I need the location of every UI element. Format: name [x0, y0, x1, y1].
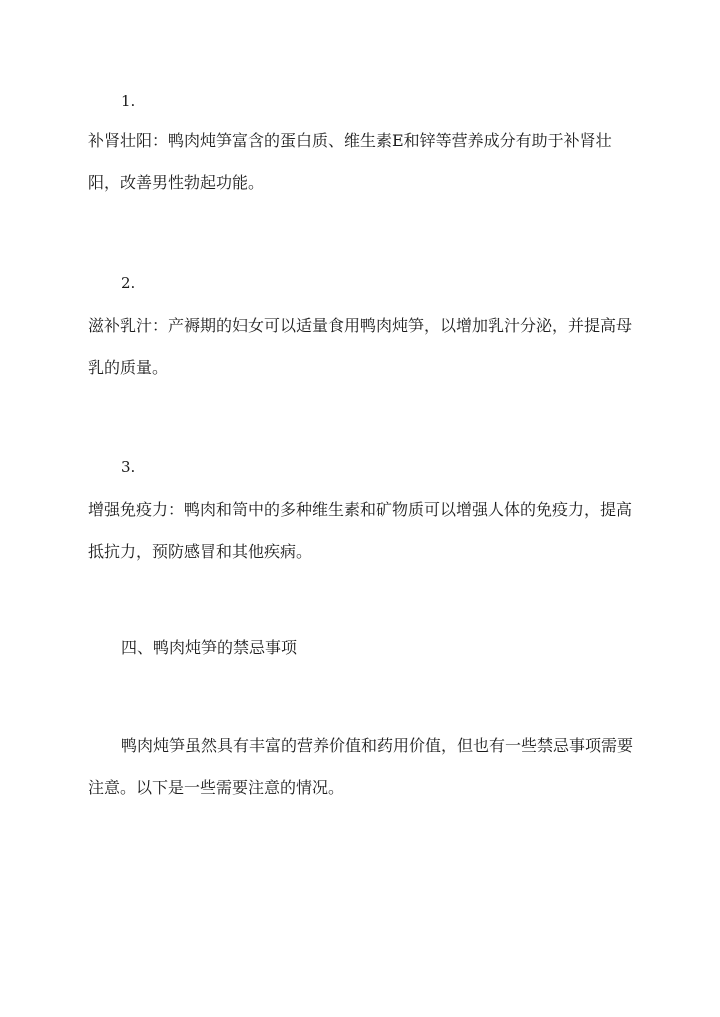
item-3-text: 增强免疫力：鸭肉和笥中的多种维生素和矿物质可以增强人体的免疫力，提高抵抗力，预防感冒和其他疾病。 [88, 500, 633, 561]
item-1-text: 补肾壮阳：鸭肉炖笋富含的蛋白质、维生素E和锌等营养成分有助于补肾壮阳，改善男性勃起功能。 [88, 131, 612, 192]
section-intro: 鸭肉炖笋虽然具有丰富的营养价值和药用价值，但也有一些禁忌事项需要注意。以下是一些需要注意的情况。 [88, 736, 634, 797]
item-3-number: 3. [121, 458, 136, 476]
item-2-text: 滋补乳汁：产褥期的妇女可以适量食用鸭肉炖笋，以增加乳汁分泌，并提高母乳的质量。 [88, 316, 633, 377]
item-1-number: 1. [121, 92, 136, 110]
item-2-number: 2. [121, 274, 136, 292]
section-heading: 四、鸭肉炖笋的禁忌事项 [121, 638, 298, 657]
